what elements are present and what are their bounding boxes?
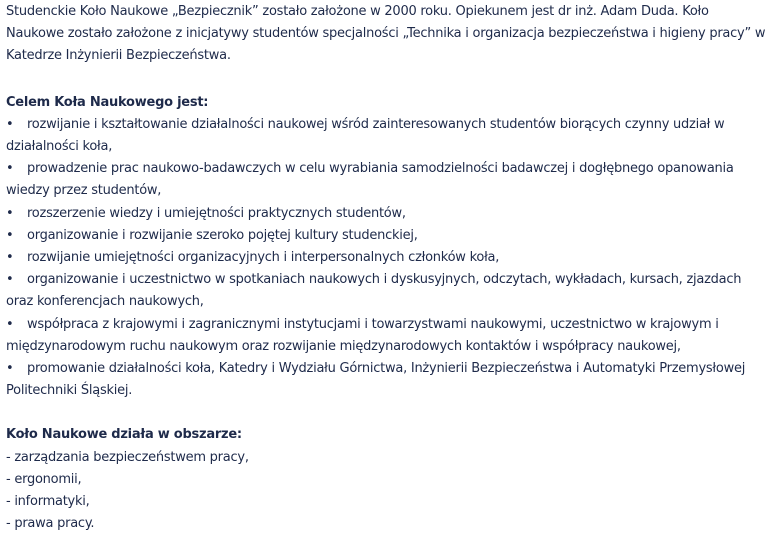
list-item (6, 358, 766, 402)
bullet-icon: • (6, 116, 14, 132)
list-item-text: organizowanie i rozwijanie szeroko pojętej kultury studenckiej, (27, 227, 418, 243)
areas-heading: Koło Naukowe działa w obszarze: (6, 427, 242, 443)
list-item (6, 314, 766, 358)
list-item-text: promowanie działalności koła, Katedry i Wydziału Górnictwa, Inżynierii Bezpieczeństwa i Automatyki Przemysłowej Politechniki Śląskiej. (6, 361, 746, 399)
article-content (0, 1, 766, 535)
list-item: - zarządzania bezpieczeństwem pracy, (6, 449, 249, 465)
list-item-text: rozwijanie i kształtowanie działalności naukowej wśród zainteresowanych studentów biorących czynny udział w działalności koła, (6, 116, 725, 155)
list-item (6, 225, 766, 247)
bullet-icon: • (6, 227, 14, 243)
goals-list (6, 114, 766, 403)
list-item (6, 269, 766, 313)
list-item (6, 203, 766, 225)
list-item (6, 158, 766, 202)
list-item (6, 247, 766, 269)
list-item-text: współpraca z krajowymi i zagranicznymi instytucjami i towarzystwami naukowymi, uczestnictwo w krajowym i międzynarodowym ruchu naukowym oraz rozwijanie międzynarodowych kontaktów i współpracy naukowej, (6, 316, 719, 354)
goals-heading: Celem Koła Naukowego jest: (6, 94, 209, 110)
bullet-icon: • (6, 272, 14, 288)
list-item-text: organizowanie i uczestnictwo w spotkaniach naukowych i dyskusyjnych, odczytach, wykładach, kursach, zjazdach oraz konferencjach naukowych, (6, 272, 742, 310)
bullet-icon: • (6, 205, 14, 221)
list-item: - ergonomii, (6, 471, 82, 487)
list-item-text: rozszerzenie wiedzy i umiejętności praktycznych studentów, (27, 205, 406, 221)
list-item: - informatyki, (6, 494, 90, 510)
list-item-text: prowadzenie prac naukowo-badawczych w celu wyrabiania samodzielności badawczej i dogłębnego opanowania wiedzy przez studentów, (6, 161, 734, 199)
list-item-text: rozwijanie umiejętności organizacyjnych i interpersonalnych członków koła, (27, 250, 500, 266)
bullet-icon: • (6, 361, 14, 377)
bullet-icon: • (6, 161, 14, 177)
intro-paragraph: Studenckie Koło Naukowe „Bezpiecznik” zostało założone w 2000 roku. Opiekunem jest dr inż. Adam Duda. Koło Naukowe zostało założone z inicjatywy studentów specjalności „Technika i organizacja bezpieczeństwa i higieny pracy” w Katedrze Inżynierii Bezpieczeństwa. (6, 4, 766, 64)
bullet-icon: • (6, 250, 14, 266)
bullet-icon: • (6, 316, 14, 332)
areas-list (6, 447, 766, 535)
list-item: - prawa pracy. (6, 516, 95, 532)
list-item (6, 114, 766, 158)
